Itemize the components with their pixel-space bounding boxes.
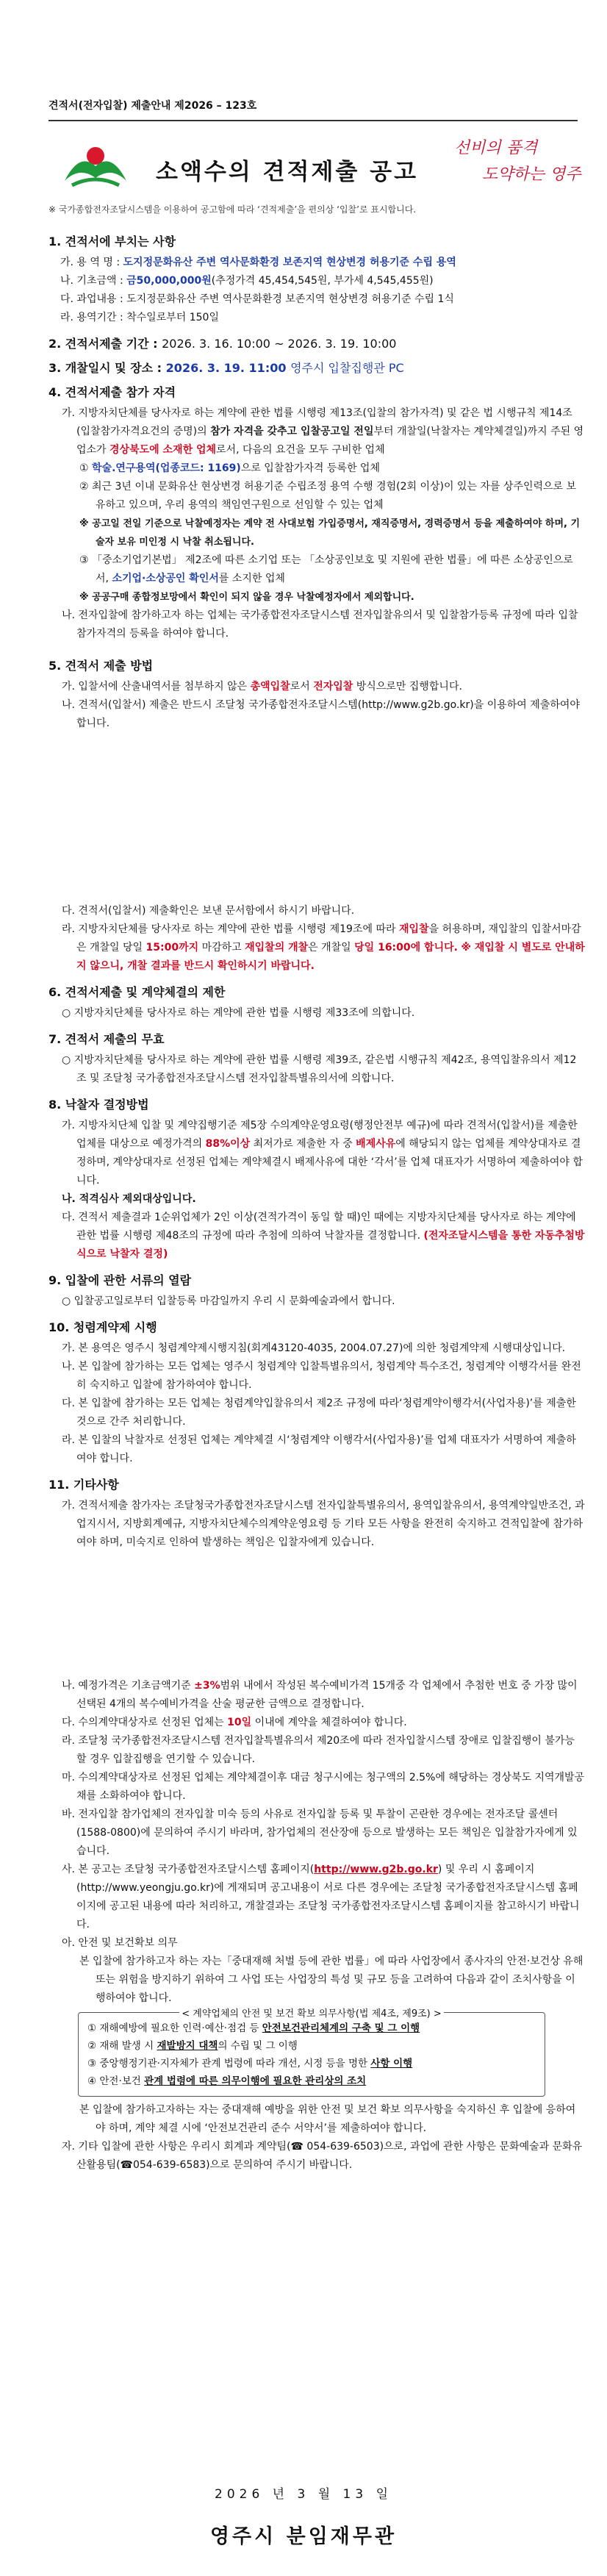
s8-item-a: 가. 지방자치단체 입찰 및 계약집행기준 제5장 수의계약운영요령(행정안전부 예규)에 따라 견적서(입찰서)를 제출한 업체를 대상으로 예정가격의 88%이상 최저가로 제출한 자 중 배제사유에 해당되지 않는 업체를 계약상대자로 결정하며, 계약상대자로 선정된 업체는 계약체결시 배제사유에 대한 ‘각서’를 업체 대표자가 서명하여 제출하여야 합니다.	[62, 1120, 583, 1187]
safety-item-3: ③ 중앙행정기관·지자체가 관계 법령에 따라 개선, 시정 등을 명한 사항 이행	[87, 2058, 413, 2069]
s4-req-3: ③ 「중소기업기본법」 제2조에 따른 소기업 또는 「소상공인보호 및 지원에 관한 법률」에 따른 소상공인으로서, 소기업·소상공인 확인서를 소지한 업체	[79, 554, 573, 584]
s4-req-3-note: ※ 공공구매 종합정보망에서 확인이 되지 않을 경우 낙찰예정자에서 제외합니다.	[79, 592, 414, 603]
s11-item-g: 사. 본 공고는 조달청 국가종합전자조달시스템 홈페이지(http://www.g2b.go.kr) 및 우리 시 홈페이지(http://www.yeongju.go.kr)에 게재되며 공고내용이 서로 다른 경우에는 조달청 국가종합전자조달시스템 홈페이지에 공고된 내용에 따라 처리하고, 개찰결과는 조달청 국가종합전자조달시스템 홈페이지를 참고하시기 바랍니다.	[62, 1864, 580, 1931]
s11-item-c: 다. 수의계약대상자로 선정된 업체는 10일 이내에 계약을 체결하여야 합니다.	[62, 1717, 407, 1728]
s1-base-amount: 나. 기초금액 : 금50,000,000원(추정가격 45,454,545원, 부가세 4,545,455원)	[60, 275, 434, 287]
notice-date: 2026 년 3 월 13 일	[215, 2487, 392, 2502]
section-10-title: 10. 청렴계약제 시행	[49, 1320, 157, 1334]
s5-item-c: 다. 견적서(입찰서) 제출확인은 보낸 문서함에서 하시기 바랍니다.	[62, 905, 355, 917]
section-5-title: 5. 견적서 제출 방법	[49, 659, 154, 673]
s10-item-a: 가. 본 용역은 영주시 청렴계약제시행지침(회계43120-4035, 2004.07.27)에 의한 청렴계약제 시행대상입니다.	[62, 1342, 566, 1354]
s4-item-b: 나. 전자입찰에 참가하고자 하는 업체는 국가종합전자조달시스템 전자입찰유의서 및 입찰참가등록 규정에 따라 입찰참가자격의 등록을 하여야 합니다.	[62, 609, 578, 640]
blank-space-2	[49, 1552, 585, 1677]
city-logo-icon	[57, 137, 134, 191]
section-7-title: 7. 견적서 제출의 무효	[49, 1032, 165, 1046]
page-title: 소액수의 견적제출 공고	[156, 159, 419, 185]
s4-item-a: 가. 지방자치단체를 당사자로 하는 계약에 관한 법률 시행령 제13조(입찰의 참가자격) 및 같은 법 시행규칙 제14조(입찰참가자격요건의 증명)의 참가 자격을 갖추고 입찰공고일 전일부터 개찰일(낙찰자는 계약체결일)까지 주된 영업소가 경상북도에 소재한 업체로서, 다음의 요건을 모두 구비한 업체	[62, 407, 584, 456]
s1-task: 다. 과업내용 : 도지정문화유산 주변 역사문화환경 보존지역 현상변경 허용기준 수립 1식	[60, 293, 454, 305]
section-9-title: 9. 입찰에 관한 서류의 열람	[49, 1273, 192, 1287]
safety-box-title: < 계약업체의 안전 및 보건 확보 의무사항(법 제4조, 제9조) >	[179, 2006, 444, 2019]
section-3-title: 3. 개찰일시 및 장소 : 2026. 3. 19. 11:00 영주시 입찰집행관 PC	[49, 361, 404, 375]
s11-item-h: 아. 안전 및 보건확보 의무	[62, 1937, 178, 1949]
s9-item: ○ 입찰공고일로부터 입찰등록 마감일까지 우리 시 문화예술과에서 합니다.	[62, 1295, 395, 1307]
s5-item-a: 가. 입찰서에 산출내역서를 첨부하지 않은 총액입찰로서 전자입찰 방식으로만 집행합니다.	[62, 681, 462, 693]
safety-duty-box	[78, 2008, 545, 2097]
subnote: ※ 국가종합전자조달시스템을 이용하여 공고함에 따라 ‘견적제출’을 편의상 ‘입찰’로 표시합니다.	[49, 204, 417, 215]
s11-item-h-body: 본 입찰에 참가하고자 하는 자는「중대재해 처벌 등에 관한 법률」에 따라 사업장에서 종사자의 안전·보건상 유해 또는 위험을 방지하기 위하여 그 사업 또는 사업장의 특성 및 규모 등을 고려하여 다음과 같이 조치사항을 이행하여야 합니다.	[79, 1956, 583, 2004]
notice-body	[49, 225, 585, 2175]
s8-item-c: 다. 견적서 제출결과 1순위업체가 2인 이상(견적가격이 동일 할 때)인 때에는 지방자치단체를 당사자로 하는 계약에 관한 법률 시행령 제48조의 규정에 따라 추첨에 의하여 낙찰자를 결정합니다. (전자조달시스템을 통한 자동추첨방식으로 낙찰자 결정)	[62, 1212, 585, 1260]
section-6-title: 6. 견적서제출 및 계약체결의 제한	[49, 985, 226, 999]
issuing-org: 영주시 분임재무관	[209, 2525, 398, 2548]
s11-item-b: 나. 예정가격은 기초금액기준 ±3%범위 내에서 작성된 복수예비가격 15개중 각 업체에서 추첨한 번호 중 가장 많이 선택된 4개의 복수예비가격을 산술 평균한 금액으로 결정합니다.	[62, 1680, 578, 1710]
s11-item-e: 마. 수의계약대상자로 선정된 업체는 계약체결이후 대금 청구시에는 청구액의 2.5%에 해당하는 경상북도 지역개발공채를 소화하여야 합니다.	[62, 1772, 585, 1802]
s6-item: ○ 지방자치단체를 당사자로 하는 계약에 관한 법률 시행령 제33조에 의합니다.	[62, 1007, 415, 1019]
s1-period: 라. 용역기간 : 착수일로부터 150일	[60, 312, 219, 323]
s7-item: ○ 지방자치단체를 당사자로 하는 계약에 관한 법률 시행령 제39조, 같은법 시행규칙 제42조, 용역입찰유의서 제12조 및 조달청 국가종합전자조달시스템 전자입찰특별유의서에 의합니다.	[62, 1054, 577, 1084]
safety-item-2: ② 재해 발생 시 재발방지 대책의 수립 및 그 이행	[87, 2040, 298, 2052]
s10-item-c: 다. 본 입찰에 참가하는 모든 업체는 청렴계약입찰유의서 제2조 규정에 따라‘청렴계약이행각서(사업자용)’를 제출한 것으로 간주 처리합니다.	[62, 1398, 576, 1428]
section-4-title: 4. 견적서제출 참가 자격	[49, 385, 176, 399]
s8-item-b: 나. 적격심사 제외대상입니다.	[62, 1193, 196, 1205]
s11-item-d: 라. 조달청 국가종합전자조달시스템 전자입찰특별유의서 제20조에 따라 전자입찰시스템 장애로 입찰집행이 불가능 할 경우 입찰집행을 연기할 수 있습니다.	[62, 1735, 575, 1765]
s11-item-i: 자. 기타 입찰에 관한 사항은 우리시 회계과 계약팀(☎ 054-639-6503)으로, 과업에 관한 사항은 문화예술과 문화유산활용팀(☎054-639-6583)으로 문의하여 주시기 바랍니다.	[62, 2141, 583, 2171]
notice-number: 견적서(전자입찰) 제출안내 제2026 – 123호	[49, 100, 257, 112]
s4-req-1: ① 학술.연구용역(업종코드: 1169)으로 입찰참가자격 등록한 업체	[79, 462, 380, 474]
blank-space	[49, 733, 585, 902]
s4-req-2: ② 최근 3년 이내 문화유산 현상변경 허용기준 수립조정 용역 수행 경험(2회 이상)이 있는 자를 상주인력으로 보유하고 있으며, 우리 용역의 책임연구원으로 선임할 수 있는 업체	[79, 481, 577, 511]
s11-item-h-closing: 본 입찰에 참가하고자하는 자는 중대재해 예방을 위한 안전 및 보건 확보 의무사항을 숙지하신 후 입찰에 응하여야 하며, 계약 체결 시에 ‘안전보건관리 준수 서약서’를 제출하여야 합니다.	[79, 2104, 576, 2134]
section-2-title: 2. 견적서제출 기간 : 2026. 3. 16. 10:00 ~ 2026. 3. 19. 10:00	[49, 337, 397, 351]
safety-item-1: ① 재해예방에 필요한 인력·예산·점검 등 안전보건관리체계의 구축 및 그 이행	[87, 2022, 420, 2034]
section-11-title: 11. 기타사항	[49, 1478, 119, 1492]
s11-item-f: 바. 전자입찰 참가업체의 전자입찰 미숙 등의 사유로 전자입찰 등록 및 투찰이 곤란한 경우에는 전자조달 콜센터(1588-0800)에 문의하여 주시기 바라며, 참가업체의 전산장애 등으로 발생하는 모든 책임은 입찰참가자에게 있습니다.	[62, 1808, 578, 1857]
s1-service-name: 가. 용 역 명 : 도지정문화유산 주변 역사문화환경 보존지역 현상변경 허용기준 수립 용역	[60, 257, 456, 268]
s10-item-d: 라. 본 입찰의 낙찰자로 선정된 업체는 계약체결 시‘청렴계약 이행각서(사업자용)’를 업체 대표자가 서명하여 제출하여야 합니다.	[62, 1434, 576, 1464]
section-1-title: 1. 견적서에 부치는 사항	[49, 235, 176, 248]
s5-item-b: 나. 견적서(입찰서) 제출은 반드시 조달청 국가종합전자조달시스템(http://www.g2b.go.kr)을 이용하여 제출하여야 합니다.	[62, 699, 580, 729]
s4-req-2-note: ※ 공고일 전일 기준으로 낙찰예정자는 계약 전 사대보험 가입증명서, 재직증명서, 경력증명서 등을 제출하여야 하며, 기술자 보유 미인정 시 낙찰 취소됩니다.	[79, 518, 581, 548]
slogan-logo	[450, 131, 581, 190]
slogan-line2: 도약하는 영주	[482, 165, 581, 184]
slogan-line1: 선비의 품격	[454, 139, 538, 157]
s5-item-d: 라. 지방자치단체를 당사자로 하는 계약에 관한 법률 시행령 제19조에 따라 재입찰을 허용하며, 재입찰의 입찰서마감은 개찰일 당일 15:00까지 마감하고 재입찰의 개찰은 개찰일 당일 16:00에 합니다. ※ 재입찰 시 별도로 안내하지 않으니, 개찰 결과를 반드시 확인하시기 바랍니다.	[62, 923, 585, 972]
s11-item-a: 가. 견적서제출 참가자는 조달청국가종합전자조달시스템 전자입찰특별유의서, 용역입찰유의서, 용역계약일반조건, 과업지시서, 지방회계예규, 지방자치단체수의계약운영요령 등 기타 모든 사항을 완전히 숙지하고 견적입찰에 참가하여야 하며, 미숙지로 인하여 발생하는 책임은 입찰자에게 있습니다.	[62, 1500, 585, 1548]
top-divider	[49, 120, 578, 121]
section-8-title: 8. 낙찰자 결정방법	[49, 1098, 149, 1112]
s10-item-b: 나. 본 입찰에 참가하는 모든 업체는 영주시 청렴계약 입찰특별유의서, 청렴계약 특수조건, 청렴계약 이행각서를 완전히 숙지하고 입찰에 참가하여야 합니다.	[62, 1361, 581, 1391]
safety-item-4: ④ 안전·보건 관계 법령에 따른 의무이행에 필요한 관리상의 조치	[87, 2075, 367, 2087]
